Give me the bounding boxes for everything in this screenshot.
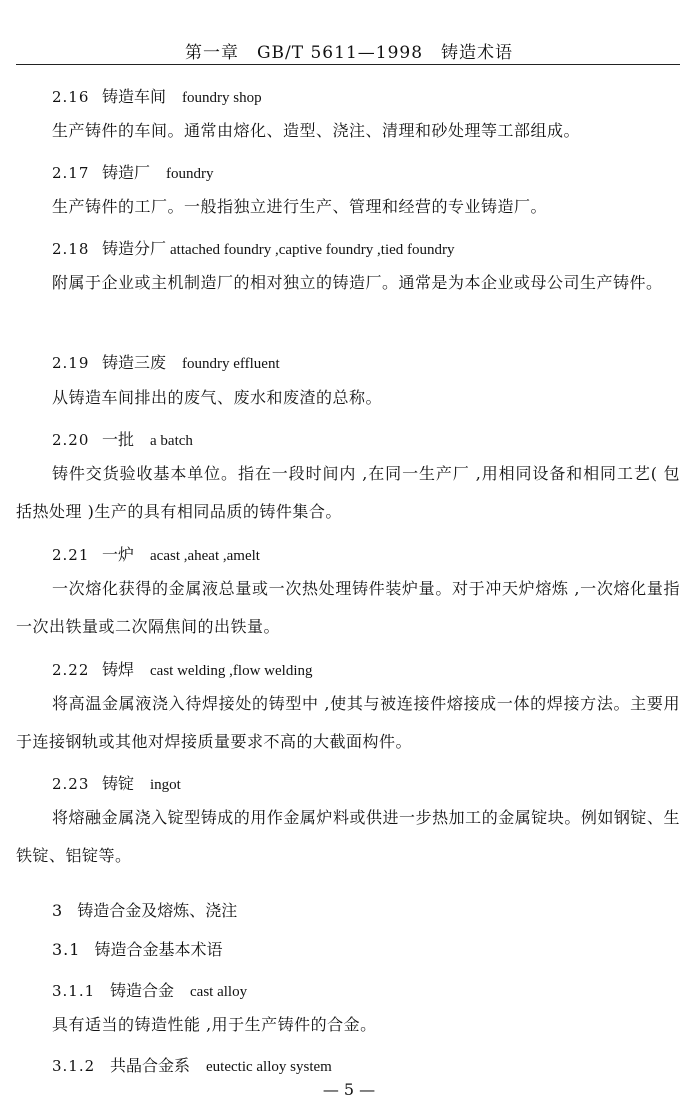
term-chinese: 共晶合金系 [110,1056,191,1075]
term-2-22 [52,657,312,680]
term-2-21 [52,542,260,565]
definition-2-19: 从铸造车间排出的废气、废水和废渣的总称。 [52,388,383,407]
term-chinese: 一批 [102,430,135,449]
term-chinese: 铸造厂 [102,163,151,182]
term-chinese: 铸造车间 [102,87,167,106]
term-number: 2.16 [52,88,90,106]
term-chinese: 铸造分厂 [102,239,167,258]
term-english: ingot [150,777,181,793]
term-chinese: 铸焊 [102,660,135,679]
definition-2-17: 生产铸件的工厂。一般指独立进行生产、管理和经营的专业铸造厂。 [52,197,548,216]
term-2-16 [52,84,262,107]
term-number: 2.19 [52,354,90,372]
term-chinese: 铸造三废 [102,353,167,372]
definition-2-20: 铸件交货验收基本单位。指在一段时间内 ,在同一生产厂 ,用相同设备和相同工艺( 包括热处理 )生产的具有相同品质的铸件集合。 [16,464,680,521]
term-english: a batch [150,433,193,449]
term-3-1-1 [52,978,247,1001]
term-number: 2.18 [52,240,90,258]
section-number: 3.1 [52,940,81,959]
term-english: attached foundry ,captive foundry ,tied foundry [170,242,455,258]
term-chinese: 一炉 [102,545,135,564]
term-chinese: 铸造合金 [110,981,175,1000]
term-english: cast alloy [190,984,248,1000]
section-title: 铸造合金基本术语 [94,940,223,959]
term-english: acast ,aheat ,amelt [150,548,260,564]
section-heading-3-1 [52,937,222,960]
term-2-20 [52,427,193,450]
section-number: 3 [52,901,64,920]
page-header: 第一章 GB/T 5611—1998 铸造术语 [184,43,514,63]
term-english: foundry shop [182,90,262,106]
term-english: eutectic alloy system [206,1059,332,1075]
term-2-18 [52,236,455,259]
definition-2-18: 附属于企业或主机制造厂的相对独立的铸造厂。通常是为本企业或母公司生产铸件。 [52,273,663,292]
definition-2-23: 将熔融金属浇入锭型铸成的用作金属炉料或供进一步热加工的金属锭块。例如钢锭、生铁锭、铝锭等。 [16,808,680,865]
term-3-1-2 [52,1053,332,1076]
header-rule [16,64,680,65]
term-english: foundry effluent [182,356,280,372]
term-number: 2.23 [52,775,90,793]
term-number: 2.22 [52,661,90,679]
term-2-19 [52,350,280,373]
term-number: 3.1.2 [52,1057,96,1075]
term-2-23 [52,771,181,794]
term-number: 2.21 [52,546,90,564]
term-number: 2.20 [52,431,90,449]
term-chinese: 铸锭 [102,774,135,793]
term-number: 3.1.1 [52,982,96,1000]
definition-2-22: 将高温金属液浇入待焊接处的铸型中 ,使其与被连接件熔接成一体的焊接方法。主要用于连接钢轨或其他对焊接质量要求不高的大截面构件。 [16,694,680,751]
section-heading-3 [52,898,237,921]
definition-2-16: 生产铸件的车间。通常由熔化、造型、浇注、清理和砂处理等工部组成。 [52,121,581,140]
page-number: — 5 — [322,1080,376,1099]
term-2-17 [52,160,214,183]
definition-3-1-1: 具有适当的铸造性能 ,用于生产铸件的合金。 [52,1015,377,1034]
term-number: 2.17 [52,164,90,182]
term-english: cast welding ,flow welding [150,663,313,679]
definition-2-21: 一次熔化获得的金属液总量或一次热处理铸件装炉量。对于冲天炉熔炼 ,一次熔化量指一次出铁量或二次隔焦间的出铁量。 [16,579,680,636]
section-title: 铸造合金及熔炼、浇注 [77,901,238,920]
term-english: foundry [166,166,214,182]
